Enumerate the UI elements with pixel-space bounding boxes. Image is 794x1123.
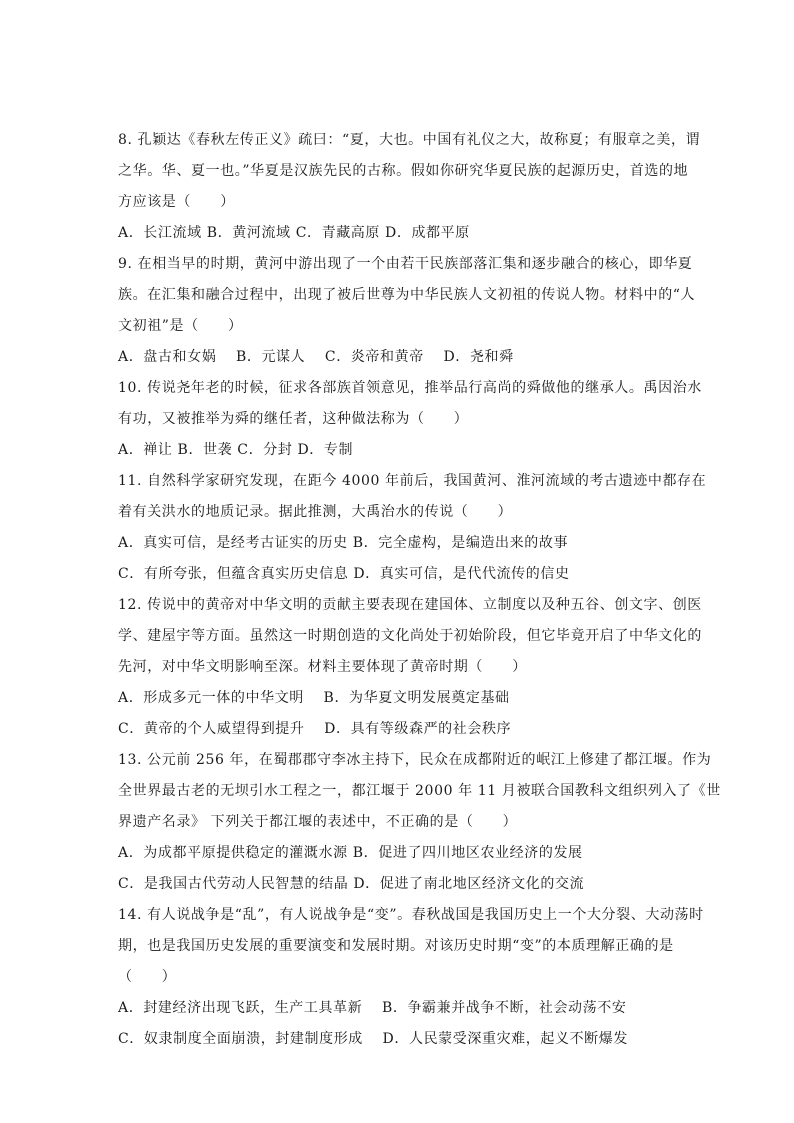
question-13-line-2: 全世界最古老的无坝引水工程之一，都江堰于 2000 年 11 月被联合国教科文组织列入了《世 [118, 783, 721, 799]
question-9-line-2: 族。在汇集和融合过程中，出现了被后世尊为中华民族人文初祖的传说人物。材料中的“人 [118, 287, 696, 303]
question-13-options-2: C．是我国古代劳动人民智慧的结晶 D．促进了南北地区经济文化的交流 [118, 876, 585, 892]
question-12-line-3: 先河，对中华文明影响至深。材料主要体现了黄帝时期（ ） [118, 659, 527, 675]
question-13-line-1: 13. 公元前 256 年，在蜀郡郡守李冰主持下，民众在成都附近的岷江上修建了都江堰。作为 [118, 752, 712, 768]
question-12-line-2: 学、建屋宇等方面。虽然这一时期创造的文化尚处于初始阶段，但它毕竟开启了中华文化的 [118, 628, 702, 644]
question-12-line-1: 12. 传说中的黄帝对中华文明的贡献主要表现在建国体、立制度以及种五谷、创文字、创医 [118, 597, 702, 613]
question-11-line-2: 着有关洪水的地质记录。据此推测，大禹治水的传说（ ） [118, 504, 513, 520]
question-12-options-1: A．形成多元一体的中华文明 B．为华夏文明发展奠定基础 [118, 690, 510, 706]
question-8-options: A．长江流域 B．黄河流域 C．青藏高原 D．成都平原 [118, 225, 470, 241]
question-14-line-3: （ ） [118, 969, 177, 985]
question-14-line-2: 期，也是我国历史发展的重要演变和发展时期。对该历史时期“变”的本质理解正确的是 [118, 938, 674, 954]
question-11-options-2: C．有所夸张，但蕴含真实历史信息 D．真实可信，是代代流传的信史 [118, 566, 570, 582]
question-14-line-1: 14. 有人说战争是“乱”，有人说战争是“变”。春秋战国是我国历史上一个大分裂、大动荡时 [118, 907, 704, 923]
question-13-line-3: 界遗产名录》 下列关于都江堰的表述中，不正确的是（ ） [118, 814, 518, 830]
question-14-options-2: C．奴隶制度全面崩溃，封建制度形成 D．人民蒙受深重灾难，起义不断爆发 [118, 1031, 628, 1047]
question-11-line-1: 11. 自然科学家研究发现，在距今 4000 年前后，我国黄河、淮河流域的考古遗迹中都存在 [118, 473, 707, 489]
question-10-line-1: 10. 传说尧年老的时候，征求各部族首领意见，推举品行高尚的舜做他的继承人。禹因治水 [118, 380, 702, 396]
question-8-line-1: 8. 孔颖达《春秋左传正义》疏曰：“夏，大也。中国有礼仪之大，故称夏；有服章之美，谓 [118, 132, 701, 148]
question-12-options-2: C．黄帝的个人威望得到提升 D．具有等级森严的社会秩序 [118, 721, 512, 737]
question-9-line-3: 文初祖”是（ ） [118, 318, 243, 334]
question-13-options-1: A．为成都平原提供稳定的灌溉水源 B．促进了四川地区农业经济的发展 [118, 845, 583, 861]
question-11-options-1: A．真实可信，是经考古证实的历史 B．完全虚构，是编造出来的故事 [118, 535, 569, 551]
question-14-options-1: A．封建经济出现飞跃，生产工具革新 B．争霸兼并战争不断，社会动荡不安 [118, 1000, 627, 1016]
question-10-line-2: 有功，又被推举为舜的继任者，这种做法称为（ ） [118, 411, 469, 427]
question-9-line-1: 9. 在相当早的时期，黄河中游出现了一个由若干民族部落汇集和逐步融合的核心，即华夏 [118, 256, 693, 272]
question-10-options: A．禅让 B．世袭 C．分封 D．专制 [118, 442, 354, 458]
question-8-line-3: 方应该是（ ） [118, 194, 235, 210]
question-9-options: A．盘古和女娲 B．元谋人 C．炎帝和黄帝 D．尧和舜 [118, 349, 514, 365]
question-8-line-2: 之华。华、夏一也。”华夏是汉族先民的古称。假如你研究华夏民族的起源历史，首选的地 [118, 163, 689, 179]
